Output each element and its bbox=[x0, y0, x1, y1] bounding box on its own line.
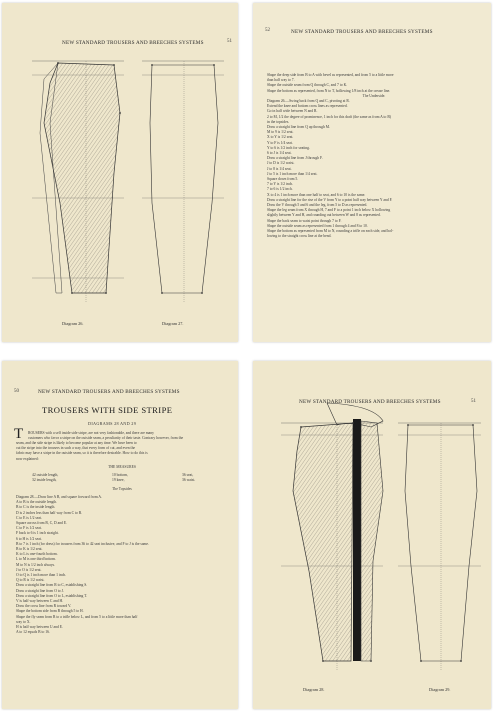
measure-cell: 36 seat, bbox=[182, 473, 194, 477]
text-line: H is half way between U and E. bbox=[16, 625, 63, 630]
side-stripe bbox=[353, 419, 361, 661]
chapter-subtitle: DIAGRAMS 28 AND 29 bbox=[88, 421, 137, 426]
text-line: A to 12 equals B to 16. bbox=[16, 630, 50, 635]
drop-cap: T bbox=[14, 426, 24, 442]
text-line: in the topsides. bbox=[267, 119, 290, 124]
text-line: M to 9 is 1/2 seat. bbox=[267, 130, 294, 135]
text-line: J to 8 is 1/4 seat. bbox=[267, 166, 292, 171]
text-line: L to M is one third bottom. bbox=[16, 557, 56, 562]
text-line: Shape the bottom as represented, from N to T, hollowing 1/8 inch at the crease line. bbox=[267, 88, 391, 93]
text-line: Draw the cross line from R toward V. bbox=[16, 604, 72, 609]
measure-cell: 36 waist. bbox=[182, 478, 196, 483]
topside-pattern bbox=[44, 63, 120, 293]
text-line: A to B is the outside length. bbox=[16, 500, 58, 505]
text-line: 2 to M, 1/2 the degree of prominence, 1 inch for this draft (the same as from A to B) bbox=[267, 114, 392, 119]
text-line: X to Y is 1/2 seat. bbox=[267, 135, 294, 140]
text-line: Square across from B, C, D and E. bbox=[16, 521, 68, 526]
text-line: B to K is 1/2 seat. bbox=[16, 547, 43, 552]
text-line: B to C is the inside length. bbox=[16, 505, 56, 510]
pattern-drawing-diagrams-26-27 bbox=[2, 3, 238, 342]
text-line: Diagram 26.—Swing back from Q and C, pivoting at R. bbox=[267, 99, 350, 104]
text-line: lowing to the straight cross line at the bend. bbox=[267, 234, 332, 239]
text-line: 6 to J is 1/4 seat. bbox=[267, 151, 292, 156]
text-line: Shape the outside seam as represented from 1 through 4 and 8 to 10. bbox=[267, 223, 368, 228]
text-line: D is 2 inches less than half way from C to B. bbox=[16, 510, 83, 515]
measures-heading: THE MEASURES bbox=[108, 465, 136, 469]
text-line: Go in half wide between N and R. bbox=[267, 109, 318, 114]
text-line: Draw a straight line for the rise of the V from Y to a point half way between Y and F. bbox=[267, 197, 393, 202]
text-line: 6 to H is 1/2 seat. bbox=[16, 536, 42, 541]
measure-cell: 19 knee, bbox=[112, 478, 125, 483]
page-header: NEW STANDARD TROUSERS AND BREECHES SYSTEMS bbox=[299, 399, 441, 405]
text-line: Q to R is 1/2 waist. bbox=[16, 578, 45, 583]
text-line: Draw a straight line from O to J. bbox=[16, 588, 64, 593]
text-line: ROUSERS with a self inside side stripe, are not very fashionable, and there are many bbox=[28, 431, 154, 435]
text-line: V is half way between C and H. bbox=[16, 599, 64, 604]
measures-row bbox=[32, 478, 222, 483]
text-line: Shape the outside seam from Q through C, and 7 to K. bbox=[267, 83, 348, 88]
text-line: M to N is 1/2 inch always. bbox=[16, 562, 56, 567]
measure-cell: 10 bottom, bbox=[112, 473, 128, 477]
measure-cell: 42 outside length, bbox=[32, 473, 59, 477]
pattern-drawing-diagrams-28-29 bbox=[253, 361, 491, 709]
page-51-diagrams-26-27 bbox=[2, 3, 238, 342]
page-header: NEW STANDARD TROUSERS AND BREECHES SYSTEMS bbox=[291, 29, 433, 35]
text-line: slightly between Y and H, and rounding out between W and 8 as represented. bbox=[267, 213, 381, 218]
text-line: Extend the knee and bottom cross lines as represented. bbox=[267, 104, 348, 109]
text-line: B to 7 is 1 inch (for dress) for trousers from 36 to 42 seat inclusive, and F to J is the same. bbox=[16, 541, 149, 546]
page-number: 52 bbox=[265, 28, 270, 33]
intro-paragraph-continued bbox=[16, 441, 228, 462]
instruction-text bbox=[16, 495, 228, 635]
text-line: cut the stripe into the trousers in such a way, that every form of cut, and even the bbox=[16, 446, 136, 451]
text-line: J to 5 is 1 inch more than 1/4 seat. bbox=[267, 171, 318, 176]
page-50-side-stripe bbox=[2, 361, 238, 709]
text-line: seam, and the side stripe is likely to become popular at any time. We have been to bbox=[16, 441, 137, 445]
text-line: Shape the leg seam from X through H, 7 and F to a point 1 inch below X hollowing bbox=[267, 208, 391, 213]
text-line: O to Q is 1 inch more than 1 inch. bbox=[16, 573, 67, 578]
topside-pattern bbox=[293, 423, 353, 661]
text-line: Draw the V through 5 and 6 and the leg, from 5 to D as represented. bbox=[267, 203, 368, 208]
chapter-title: TROUSERS WITH SIDE STRIPE bbox=[42, 405, 173, 415]
page-number: 50 bbox=[14, 389, 19, 394]
text-line: Shape the back seam to waist point through 7 to F. bbox=[267, 218, 342, 223]
instruction-text bbox=[267, 73, 481, 240]
page-header: NEW STANDARD TROUSERS AND BREECHES SYSTEMS bbox=[38, 389, 180, 395]
text-line: now explained: bbox=[16, 456, 39, 461]
text-line: Draw a straight line from R to C, establishing S. bbox=[16, 583, 88, 588]
text-line: Shape the deep side from B to A with bevel as represented, and from 5 to a little more bbox=[267, 73, 394, 77]
text-line: Diagram 28.—Draw line A B, and square forward from A. bbox=[16, 495, 103, 499]
text-line: J to O is 1/2 seat. bbox=[16, 567, 42, 572]
page-51-diagrams-28-29 bbox=[253, 361, 491, 709]
measure-cell: 32 inside length, bbox=[32, 478, 57, 483]
text-line: Draw a straight line from Q up through M. bbox=[267, 125, 330, 130]
page-number: 51 bbox=[227, 39, 232, 44]
text-line: Draw a straight line from O to L, establishing T. bbox=[16, 593, 88, 598]
diagram-caption: Diagram 26. bbox=[62, 321, 84, 326]
text-line: C to E is 1/2 seat. bbox=[16, 515, 43, 520]
measures-table bbox=[32, 473, 222, 483]
text-line: K to L is one-fourth bottom. bbox=[16, 552, 58, 557]
diagram-caption: Diagram 28. bbox=[303, 687, 325, 692]
diagram-caption: Diagram 27. bbox=[162, 321, 184, 326]
text-line: Draw a straight line from J through F. bbox=[267, 156, 323, 161]
text-line: way to X. bbox=[16, 619, 31, 624]
text-line: Shape the fly seam from R to a trifle below L, and from 5 to a little more than half bbox=[16, 614, 138, 619]
intro-paragraph bbox=[28, 431, 228, 441]
text-line: J to D is 1/2 waist. bbox=[267, 161, 295, 166]
text-line: 7 to Y is 1/2 inch. bbox=[267, 182, 294, 187]
text-line: Y to F is 1/4 seat. bbox=[267, 140, 293, 145]
text-line: C to F is 1/2 seat. bbox=[16, 526, 42, 531]
text-line: F back to 6 is 1 inch straight. bbox=[16, 531, 59, 536]
topsides-heading: The Topsides bbox=[112, 487, 132, 491]
text-line: customers who favor a stripe on the outside seam, a peculiarity of their taste. Contrary however, from the bbox=[28, 436, 184, 441]
text-line: 7 to 6 is 1/2 inch. bbox=[267, 187, 293, 192]
text-line: Shape the bottom as represented from M to N, rounding a trifle on each side, and hol- bbox=[267, 229, 394, 234]
page-header: NEW STANDARD TROUSERS AND BREECHES SYSTEMS bbox=[62, 40, 204, 46]
text-line: Square down from 5. bbox=[267, 177, 299, 182]
text-line: X to 4 is 1 inch more than one half to seat, and 6 to 10 is the same. bbox=[267, 192, 366, 197]
diagram-caption: Diagram 29. bbox=[429, 687, 451, 692]
text-line: fabric may have a stripe in the outside seam, so it is therefore desirable. How to do this is bbox=[16, 451, 148, 456]
text-line: Shape the bottom side from B through 5 to H. bbox=[16, 609, 84, 614]
page-52-text bbox=[253, 3, 491, 342]
text-line: than half way to 7. bbox=[267, 78, 295, 83]
text-line: Y to 6 is 1/2 inch for seating. bbox=[267, 145, 310, 150]
section-heading: The Underside. bbox=[362, 93, 386, 98]
page-number: 51 bbox=[471, 399, 476, 404]
